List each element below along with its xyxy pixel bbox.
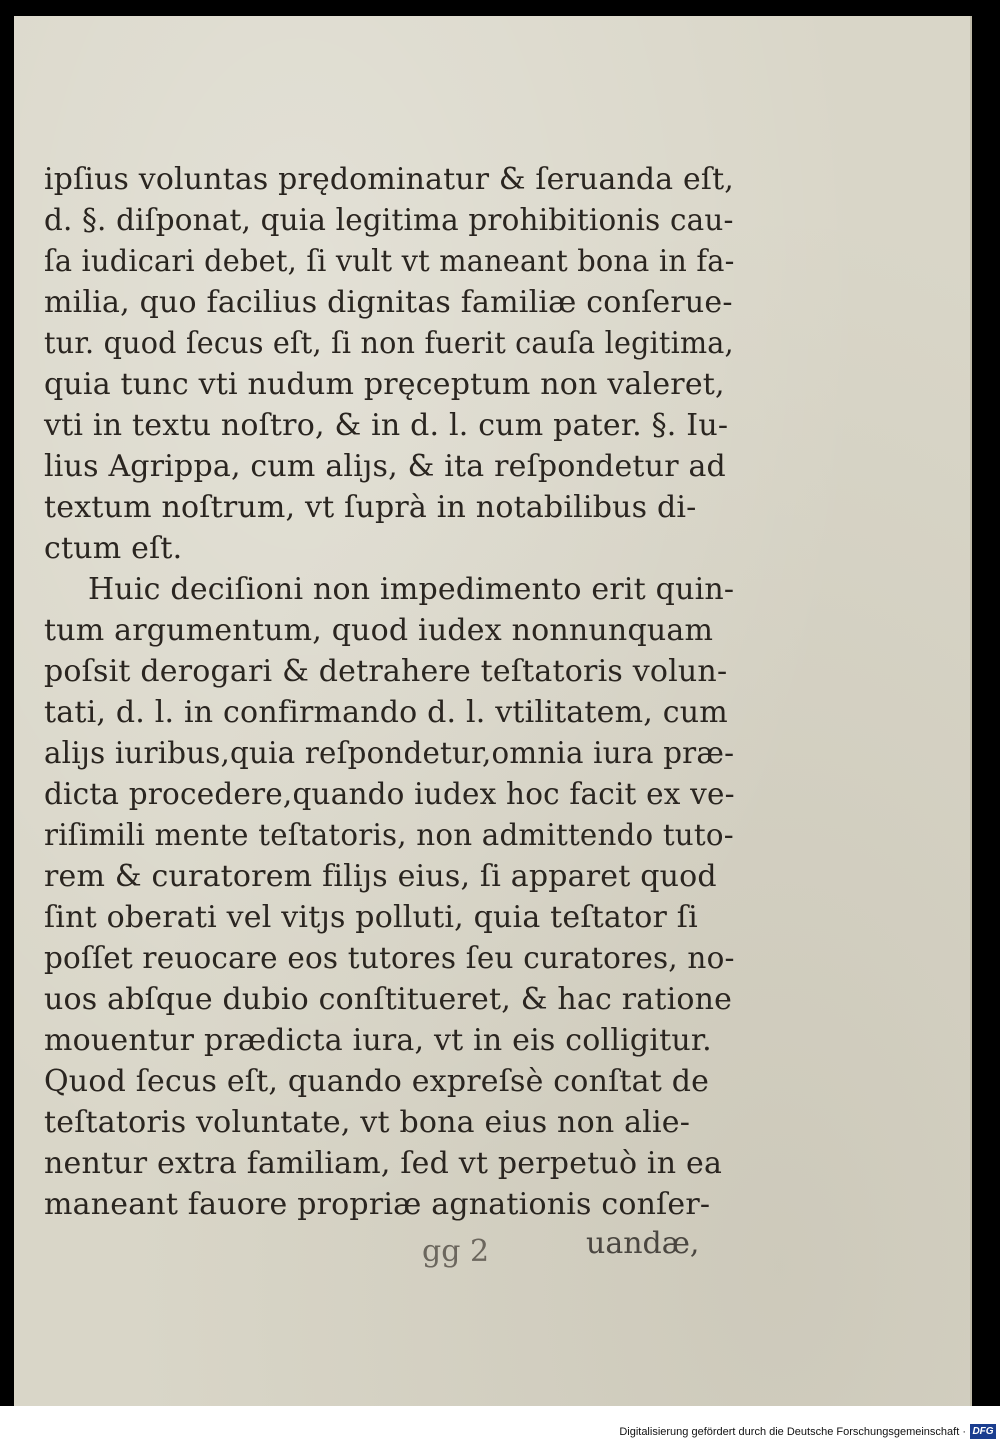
text-line: aliȷs iuribus,quia reſpondetur,omnia iura præ- [44,736,735,771]
text-line: maneant fauore propriæ agnationis conſer- [44,1187,711,1222]
text-line: teſtatoris voluntate, vt bona eius non alie- [44,1105,691,1140]
text-line: poſsit derogari & detrahere teſtatoris volun- [44,654,728,689]
text-line: d. §. diſponat, quia legitima prohibitionis cau- [44,203,734,238]
digitization-footer [0,1406,1000,1444]
catchword: uandæ, [586,1226,700,1261]
text-line: tur. quod ſecus eſt, ſi non fuerit cauſa legitima, [44,326,734,361]
text-line: ſa iudicari debet, ſi vult vt maneant bona in fa- [44,244,735,279]
text-line: ctum eſt. [44,531,183,566]
text-line: ſint oberati vel vitȷs polluti, quia teſtator ſi [44,900,698,935]
book-page [14,16,972,1406]
text-line: uos abſque dubio conſtitueret, & hac ratione [44,982,733,1017]
signature-mark: gg 2 [422,1234,490,1269]
text-line: ipſius voluntas prędominatur & ſeruanda eſt, [44,162,735,197]
text-line: tum argumentum, quod iudex nonnunquam [44,613,714,648]
text-line: rem & curatorem filiȷs eius, ſi apparet quod [44,859,717,894]
text-line: vti in textu noſtro, & in d. l. cum pater. §. Iu- [44,408,729,443]
dfg-logo: DFG [970,1424,996,1439]
text-line: lius Agrippa, cum aliȷs, & ita reſpondetur ad [44,449,726,484]
text-line: tati, d. l. in confirmando d. l. vtilitatem, cum [44,695,728,730]
funding-note: Digitalisierung gefördert durch die Deutsche Forschungsgemeinschaft · [619,1426,966,1438]
text-line: Quod ſecus eſt, quando expreſsè conſtat de [44,1064,710,1099]
text-line: mouentur prædicta iura, vt in eis colligitur. [44,1023,712,1058]
text-line: quia tunc vti nudum pręceptum non valeret, [44,367,725,402]
text-line: riſimili mente teſtatoris, non admittendo tuto- [44,818,734,853]
text-line: poſſet reuocare eos tutores ſeu curatores, no- [44,941,735,976]
text-line: nentur extra familiam, ſed vt perpetuò in ea [44,1146,723,1181]
text-line: dicta procedere,quando iudex hoc facit ex ve- [44,777,735,812]
text-line: milia, quo facilius dignitas familiæ conſerue- [44,285,733,320]
text-line: textum noſtrum, vt ſuprà in notabilibus di- [44,490,697,525]
paragraph-start-line: Huic deciſioni non impedimento erit quin- [88,572,735,607]
